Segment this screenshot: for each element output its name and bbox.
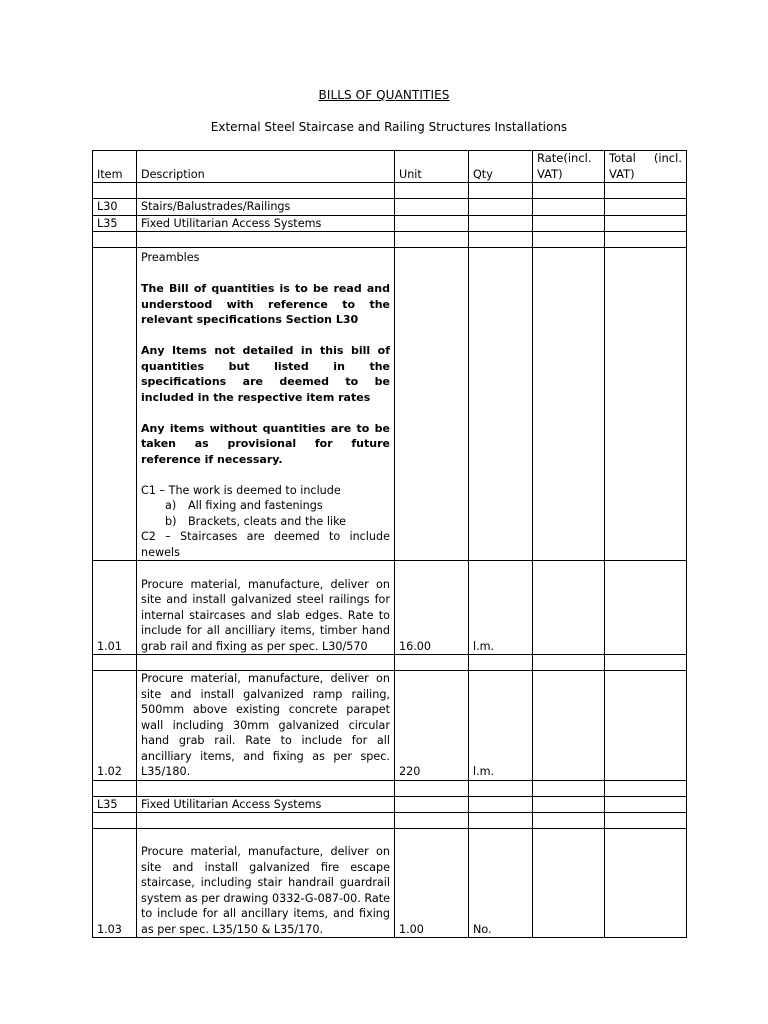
- item-description: Procure material, manufacture, deliver on site and install galvanized fire escape staircase, including stair handrail guardrail system as per drawing 0332-G-087-00. Rate to include for all ancillary items, and fixing as per spec. L35/150 & L35/170.: [137, 829, 395, 938]
- boq-table: [92, 150, 687, 938]
- preamble-paragraph: Any items without quantities are to be taken as provisional for future reference if necessary.: [141, 421, 390, 466]
- item-unit: 1.00: [395, 829, 469, 938]
- section-title: Stairs/Balustrades/Railings: [137, 199, 395, 216]
- table-row: [93, 671, 687, 781]
- clause-c1-a: a) All fixing and fastenings: [165, 499, 323, 512]
- clause-c1-b: b) Brackets, cleats and the like: [165, 514, 347, 528]
- table-row: [93, 183, 687, 199]
- preambles-heading: Preambles: [141, 251, 200, 264]
- table-row: [93, 199, 687, 216]
- section-code: L35: [93, 215, 137, 232]
- table-header-row: [93, 151, 687, 183]
- section-code: L35: [93, 796, 137, 813]
- preamble-paragraph: Any Items not detailed in this bill of quantities but listed in the specifications are deemed to be included in the respective item rates: [141, 344, 390, 404]
- header-qty: Qty: [469, 151, 533, 183]
- item-qty: No.: [469, 829, 533, 938]
- section-title: Fixed Utilitarian Access Systems: [137, 215, 395, 232]
- preamble-paragraph: The Bill of quantities is to be read and understood with reference to the relevant specifications Section L30: [141, 282, 390, 326]
- document-subtitle: External Steel Staircase and Railing Structures Installations: [210, 120, 568, 134]
- header-item: Item: [93, 151, 137, 183]
- document-title: BILLS OF QUANTITIES: [318, 88, 450, 102]
- table-row: [93, 561, 687, 655]
- clause-c1: C1 – The work is deemed to include: [141, 483, 341, 497]
- table-row: [93, 232, 687, 248]
- preambles-cell: [137, 248, 395, 561]
- table-row: [93, 796, 687, 813]
- section-title: Fixed Utilitarian Access Systems: [137, 796, 395, 813]
- table-row: [93, 248, 687, 561]
- header-unit: Unit: [395, 151, 469, 183]
- item-qty: l.m.: [469, 671, 533, 781]
- item-description: Procure material, manufacture, deliver on site and install galvanized ramp railing, 500mm above existing concrete parapet wall including 30mm galvanized circular hand grab rail. Rate to include for all ancilliary items, and fixing as per spec. L35/180.: [137, 671, 395, 781]
- header-description: Description: [137, 151, 395, 183]
- header-total: Total (incl. VAT): [605, 151, 687, 183]
- table-row: [93, 215, 687, 232]
- section-code: L30: [93, 199, 137, 216]
- item-qty: l.m.: [469, 561, 533, 655]
- clause-c2: C2 – Staircases are deemed to include newels: [141, 530, 390, 559]
- item-number: 1.01: [93, 561, 137, 655]
- item-number: 1.02: [93, 671, 137, 781]
- item-unit: 16.00: [395, 561, 469, 655]
- table-row: [93, 780, 687, 796]
- item-description: Procure material, manufacture, deliver on site and install galvanized steel railings for internal staircases and slab edges. Rate to include for all ancilliary items, timber hand grab rail and fixing as per spec. L30/570: [137, 561, 395, 655]
- table-row: [93, 829, 687, 938]
- table-row: [93, 655, 687, 671]
- item-unit: 220: [395, 671, 469, 781]
- table-row: [93, 813, 687, 829]
- header-rate: Rate(incl. VAT): [533, 151, 605, 183]
- item-number: 1.03: [93, 829, 137, 938]
